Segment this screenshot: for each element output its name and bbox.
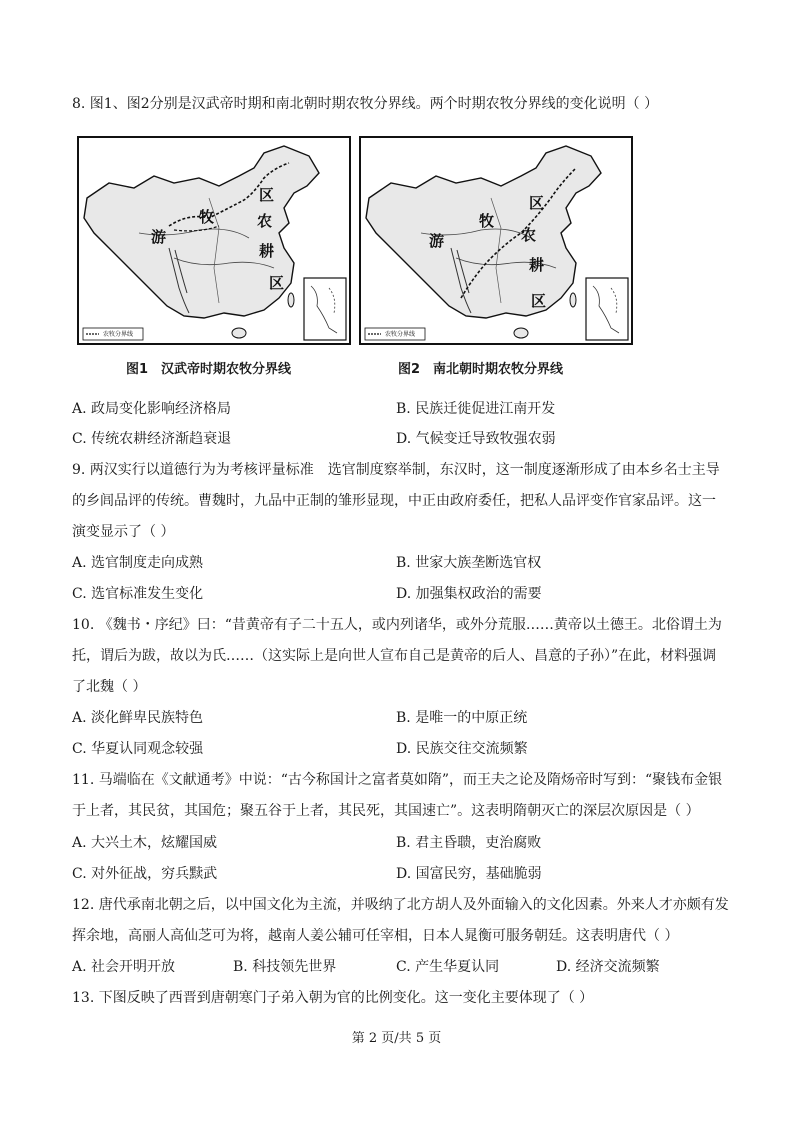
china-outline [84, 146, 319, 318]
figure-2-caption: 图2 南北朝时期农牧分界线 [398, 362, 564, 377]
q11-stem-line1: 11. 马端临在《文献通考》中说：“古今称国计之富者莫如隋”，而王夫之论及隋炀帝时写到：“聚钱布金银 [72, 772, 723, 788]
q10-stem-line3: 了北魏（ ） [72, 679, 147, 695]
q9-option-c[interactable]: C. 选官标准发生变化 [72, 586, 204, 602]
map-label: 游 [429, 232, 445, 250]
map-figure-1 [77, 136, 351, 345]
map-label: 区 [531, 292, 547, 310]
inset-box [304, 278, 346, 340]
map-label: 牧 [199, 208, 215, 226]
q8-option-c[interactable]: C. 传统农耕经济渐趋衰退 [72, 431, 232, 447]
map-label: 耕 [259, 242, 275, 260]
q11-option-b[interactable]: B. 君主昏聩，吏治腐败 [396, 835, 542, 851]
china-map-han [79, 138, 349, 343]
q12-option-b[interactable]: B. 科技领先世界 [233, 959, 337, 975]
q9-stem-line3: 演变显示了（ ） [72, 524, 175, 540]
q11-option-a[interactable]: A. 大兴土木，炫耀国威 [72, 835, 218, 851]
q10-stem-line2: 托，谓后为跋，故以为氏……（这实际上是向世人宣布自己是黄帝的后人、昌意的子孙）”在此，材料强调 [72, 648, 717, 664]
map-label: 耕 [529, 256, 545, 274]
q9-stem-line2: 的乡闾品评的传统。曹魏时，九品中正制的雏形显现，中正由政府委任，把私人品评变作官家品评。这一 [72, 493, 716, 509]
q13-stem-line1: 13. 下图反映了西晋到唐朝寒门子弟入朝为官的比例变化。这一变化主要体现了（ ） [72, 990, 594, 1006]
legend-label: 农牧分界线 [103, 331, 134, 338]
q10-option-c[interactable]: C. 华夏认同观念较强 [72, 741, 204, 757]
map-label: 区 [269, 274, 285, 292]
q9-option-d[interactable]: D. 加强集权政治的需要 [396, 586, 542, 602]
china-map-nanbei [361, 138, 631, 343]
q10-stem-line1: 10. 《魏书・序纪》曰：“昔黄帝有子二十五人，或内列诸华，或外分荒服……黄帝以土德王。北俗谓土为 [72, 617, 722, 633]
china-outline [366, 146, 601, 318]
q12-option-c[interactable]: C. 产生华夏认同 [396, 959, 500, 975]
q12-option-d[interactable]: D. 经济交流频繁 [556, 959, 660, 975]
map-label: 区 [529, 194, 545, 212]
q10-option-a[interactable]: A. 淡化鲜卑民族特色 [72, 710, 204, 726]
q11-option-d[interactable]: D. 国富民穷，基础脆弱 [396, 866, 542, 882]
map-label: 牧 [479, 212, 495, 230]
figure-1-caption: 图1 汉武帝时期农牧分界线 [126, 362, 292, 377]
q10-option-d[interactable]: D. 民族交往交流频繁 [396, 741, 528, 757]
q9-option-a[interactable]: A. 选官制度走向成熟 [72, 555, 204, 571]
q12-stem-line2: 挥余地，高丽人高仙芝可为将，越南人姜公辅可任宰相，日本人晁衡可服务朝廷。这表明唐代（ ） [72, 928, 679, 944]
map-label: 游 [151, 228, 167, 246]
q8-option-a[interactable]: A. 政局变化影响经济格局 [72, 401, 232, 417]
map-label: 农 [257, 212, 273, 230]
legend-label: 农牧分界线 [385, 331, 416, 338]
map-figure-2 [359, 136, 633, 345]
q9-option-b[interactable]: B. 世家大族垄断选官权 [396, 555, 542, 571]
q12-stem-line1: 12. 唐代承南北朝之后，以中国文化为主流，并吸纳了北方胡人及外面输入的文化因素。外来人才亦颇有发 [72, 897, 729, 913]
q8-option-b[interactable]: B. 民族迁徙促进江南开发 [396, 401, 556, 417]
q11-option-c[interactable]: C. 对外征战，穷兵黩武 [72, 866, 218, 882]
inset-box [586, 278, 628, 340]
q9-stem-line1: 9. 两汉实行以道德行为为考核评量标准 选官制度察举制，东汉时，这一制度逐渐形成了由本乡名士主导 [72, 462, 720, 478]
q12-option-a[interactable]: A. 社会开明开放 [72, 959, 176, 975]
q8-stem: 8. 图1、图2分别是汉武帝时期和南北朝时期农牧分界线。两个时期农牧分界线的变化说明（ ） [72, 96, 659, 112]
q10-option-b[interactable]: B. 是唯一的中原正统 [396, 710, 528, 726]
map-label: 区 [259, 186, 275, 204]
page-number-footer: 第 2 页/共 5 页 [351, 1031, 442, 1046]
map-label: 农 [521, 226, 537, 244]
q8-option-d[interactable]: D. 气候变迁导致牧强农弱 [396, 431, 556, 447]
q11-stem-line2: 于上者，其民贫，其国危；聚五谷于上者，其民死，其国速亡”。这表明隋朝灭亡的深层次原因是（ ） [72, 803, 700, 819]
